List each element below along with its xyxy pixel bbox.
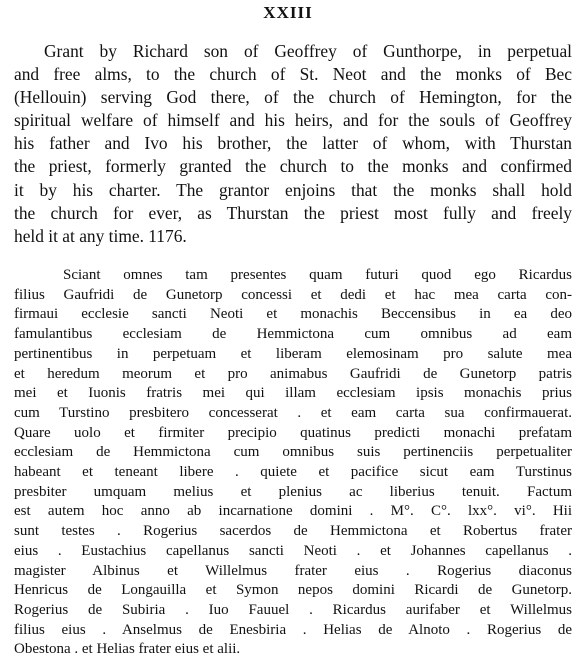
latin-line: est autem hoc anno ab incarnatione domini . M°. C°. lxx°. vi°. Hii xyxy=(14,503,572,520)
charter-number-heading: XXIII xyxy=(263,3,313,22)
latin-charter-text xyxy=(14,266,572,660)
summary-line: the church for ever, as Thurstan the priest most fully and freely xyxy=(14,202,572,223)
english-summary-paragraph xyxy=(14,40,572,248)
latin-line: Obestona . et Helias frater eius et alii. xyxy=(14,641,241,658)
summary-line: and free alms, to the church of St. Neot and the monks of Bec xyxy=(14,64,572,85)
latin-line: Quare uolo et firmiter precipio quatinus predicti monachi prefatam xyxy=(14,424,572,441)
summary-line: it by his charter. The grantor enjoins that the monks shall hold xyxy=(14,179,572,200)
summary-line: spiritual welfare of himself and his heirs, and for the souls of Geoffrey xyxy=(14,110,572,131)
latin-line: cum Turstino presbitero concesserat . et eam carta sua confirmauerat. xyxy=(14,404,572,421)
latin-line: filius eius . Anselmus de Enesbiria . Helias de Alnoto . Rogerius de xyxy=(14,621,572,638)
summary-line: his father and Ivo his brother, the latter of whom, with Thurstan xyxy=(14,133,572,154)
latin-line: sunt testes . Rogerius sacerdos de Hemmictona et Robertus frater xyxy=(14,523,572,540)
latin-line: habeant et teneant libere . quiete et pacifice sicut eam Turstinus xyxy=(14,464,572,481)
latin-line: Rogerius de Subiria . Iuo Fauuel . Ricardus aurifaber et Willelmus xyxy=(14,601,572,618)
latin-line: firmaui ecclesie sancti Neoti et monachis Beccensibus in ea deo xyxy=(14,306,572,323)
latin-line: Sciant omnes tam presentes quam futuri quod ego Ricardus xyxy=(63,267,572,283)
latin-line: Henricus de Longauilla et Symon nepos domini Ricardi de Gunetorp. xyxy=(14,582,572,599)
summary-line: held it at any time. 1176. xyxy=(14,225,187,246)
latin-line: presbiter umquam melius et plenius ac liberius tenuit. Factum xyxy=(14,483,572,500)
latin-line: pertinentibus in perpetuam et liberam elemosinam pro salute mea xyxy=(14,345,572,362)
summary-line: Grant by Richard son of Geoffrey of Gunthorpe, in perpetual xyxy=(44,41,572,61)
latin-line: magister Albinus et Willelmus frater eius . Rogerius diaconus xyxy=(14,562,572,579)
latin-line: ecclesiam de Hemmictona cum omnibus suis pertinenciis perpetualiter xyxy=(14,444,572,461)
latin-line: et heredum meorum et pro animabus Gaufridi de Gunetorp patris xyxy=(14,365,572,382)
latin-line: mei et Iuonis fratris mei qui illam ecclesiam ipsis monachis prius xyxy=(14,385,572,402)
latin-line: filius Gaufridi de Gunetorp concessi et dedi et hac mea carta con- xyxy=(14,286,572,303)
summary-line: the priest, formerly granted the church to the monks and confirmed xyxy=(14,156,572,177)
latin-line: eius . Eustachius capellanus sancti Neoti . et Johannes capellanus . xyxy=(14,542,572,559)
latin-line: famulantibus ecclesiam de Hemmictona cum omnibus ad eam xyxy=(14,326,572,343)
summary-line: (Hellouin) serving God there, of the church of Hemington, for the xyxy=(14,87,572,108)
